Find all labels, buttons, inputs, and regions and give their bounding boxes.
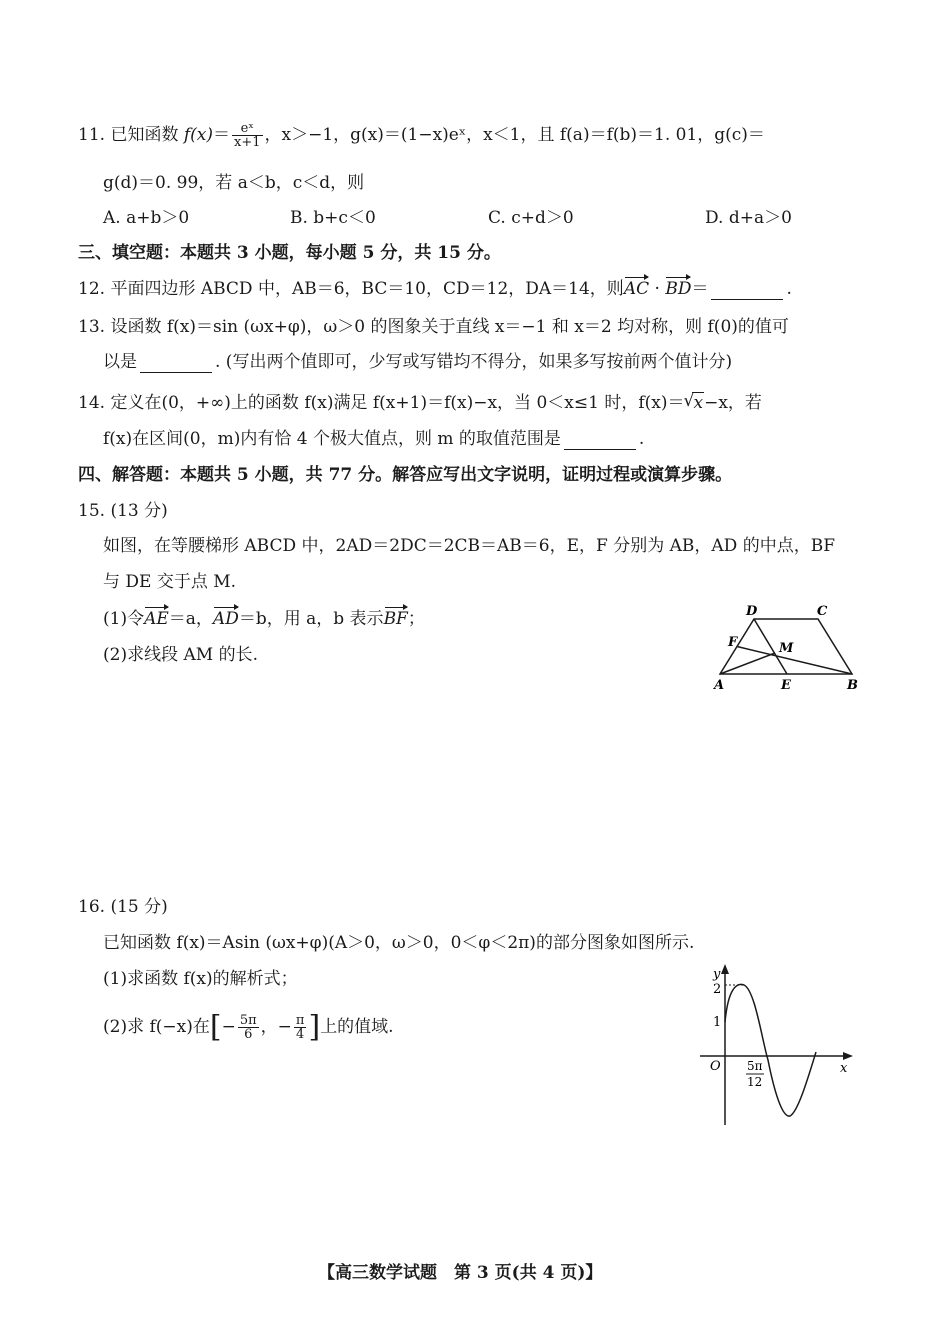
q15-part1: (1)令AE＝a，AD＝b，用 a，b 表示BF； [103,609,425,629]
q13-line1: 13. 设函数 f(x)＝sin (ωx+φ)，ω＞0 的图象关于直线 x＝−1 和 x＝2 均对称，则 f(0)的值可 [78,317,789,337]
q14-line2: f(x)在区间(0，m)内有恰 4 个极大值点，则 m 的取值范围是 . [103,429,645,449]
q11-line1: 11. 已知函数 f(x)＝ $\frac{\text{eˣ}}{x+1}$ ，x＞−1，g(x)＝(1−x)eˣ，x＜1，且 f(a)＝f(b)＝1. 01，g(c)＝ [78,121,765,150]
section-3-heading: 三、填空题：本题共 3 小题，每小题 5 分，共 15 分。 [78,243,501,263]
q13-answer-blank [140,356,212,373]
frac-pi-4: $\frac{\pi}{4}$ [295,1013,305,1042]
page-footer: 【高三数学试题 第 3 页(共 4 页)】 [318,1263,603,1283]
q13-line2: 以是 . (写出两个值即可，少写或写错均不得分，如果多写按前两个值计分) [103,352,733,372]
label-D: D [746,604,758,619]
frac-5pi-6: $\frac{5\pi}{6}$ [239,1013,257,1042]
q14-line1: 14. 定义在(0，+∞)上的函数 f(x)满足 f(x+1)＝f(x)−x，当 0＜x≤1 时，f(x)＝√ x−x，若 [78,392,762,414]
label-C: C [817,604,828,619]
sqrt-x: √ x [684,392,704,414]
label-E: E [781,678,791,693]
y-tick-1: 1 [713,1015,722,1030]
q11-line2: g(d)＝0. 99，若 a＜b，c＜d，则 [103,173,365,193]
sine-curve [725,984,816,1116]
q15-part2: (2)求线段 AM 的长. [103,645,258,665]
y-arrow [721,964,729,974]
q16-header: 16. (15 分) [78,897,168,917]
q15-header: 15. (13 分) [78,501,168,521]
section-4-heading: 四、解答题：本题共 5 小题，共 77 分。解答应写出文字说明，证明过程或演算步骤。 [78,465,733,485]
q12: 12. 平面四边形 ABCD 中，AB＝6，BC＝10，CD＝12，DA＝14，则AC · BD＝ . [78,279,792,299]
y-axis-label: y [713,967,721,982]
sine-graph [700,960,860,1130]
origin-label: O [710,1059,721,1074]
q12-answer-blank [711,283,783,300]
q11-fraction: $\frac{\text{eˣ}}{x+1}$ [234,121,261,150]
x-axis-label: x [840,1061,848,1076]
trapezoid-figure [705,598,865,694]
q15-line1: 如图，在等腰梯形 ABCD 中，2AD＝2DC＝2CB＝AB＝6，E，F 分别为 AB，AD 的中点，BF [103,536,835,556]
label-A: A [714,678,725,693]
q16-part1: (1)求函数 f(x)的解析式； [103,969,298,989]
q16-line1: 已知函数 f(x)＝Asin (ωx+φ)(A＞0，ω＞0，0＜φ＜2π)的部分图象如图所示. [103,933,695,953]
x-tick-den: 12 [747,1075,763,1089]
q11-option-b: B. b+c＜0 [290,208,376,228]
label-B: B [847,678,858,693]
q11-option-d: D. d+a＞0 [705,208,792,228]
label-F: F [728,635,738,650]
q15-line2: 与 DE 交于点 M. [103,572,237,592]
q16-part2: (2)求 f(−x)在[− $\frac{5\pi}{6}$ ，− $\frac{\pi}{4}$ ]上的值域. [103,1009,394,1045]
q11-option-a: A. a+b＞0 [103,208,190,228]
label-M: M [779,641,794,656]
y-tick-2: 2 [713,982,722,997]
q11-option-c: C. c+d＞0 [488,208,574,228]
x-tick-num: 5π [747,1059,763,1073]
x-arrow [843,1052,853,1060]
q14-answer-blank [564,433,636,450]
